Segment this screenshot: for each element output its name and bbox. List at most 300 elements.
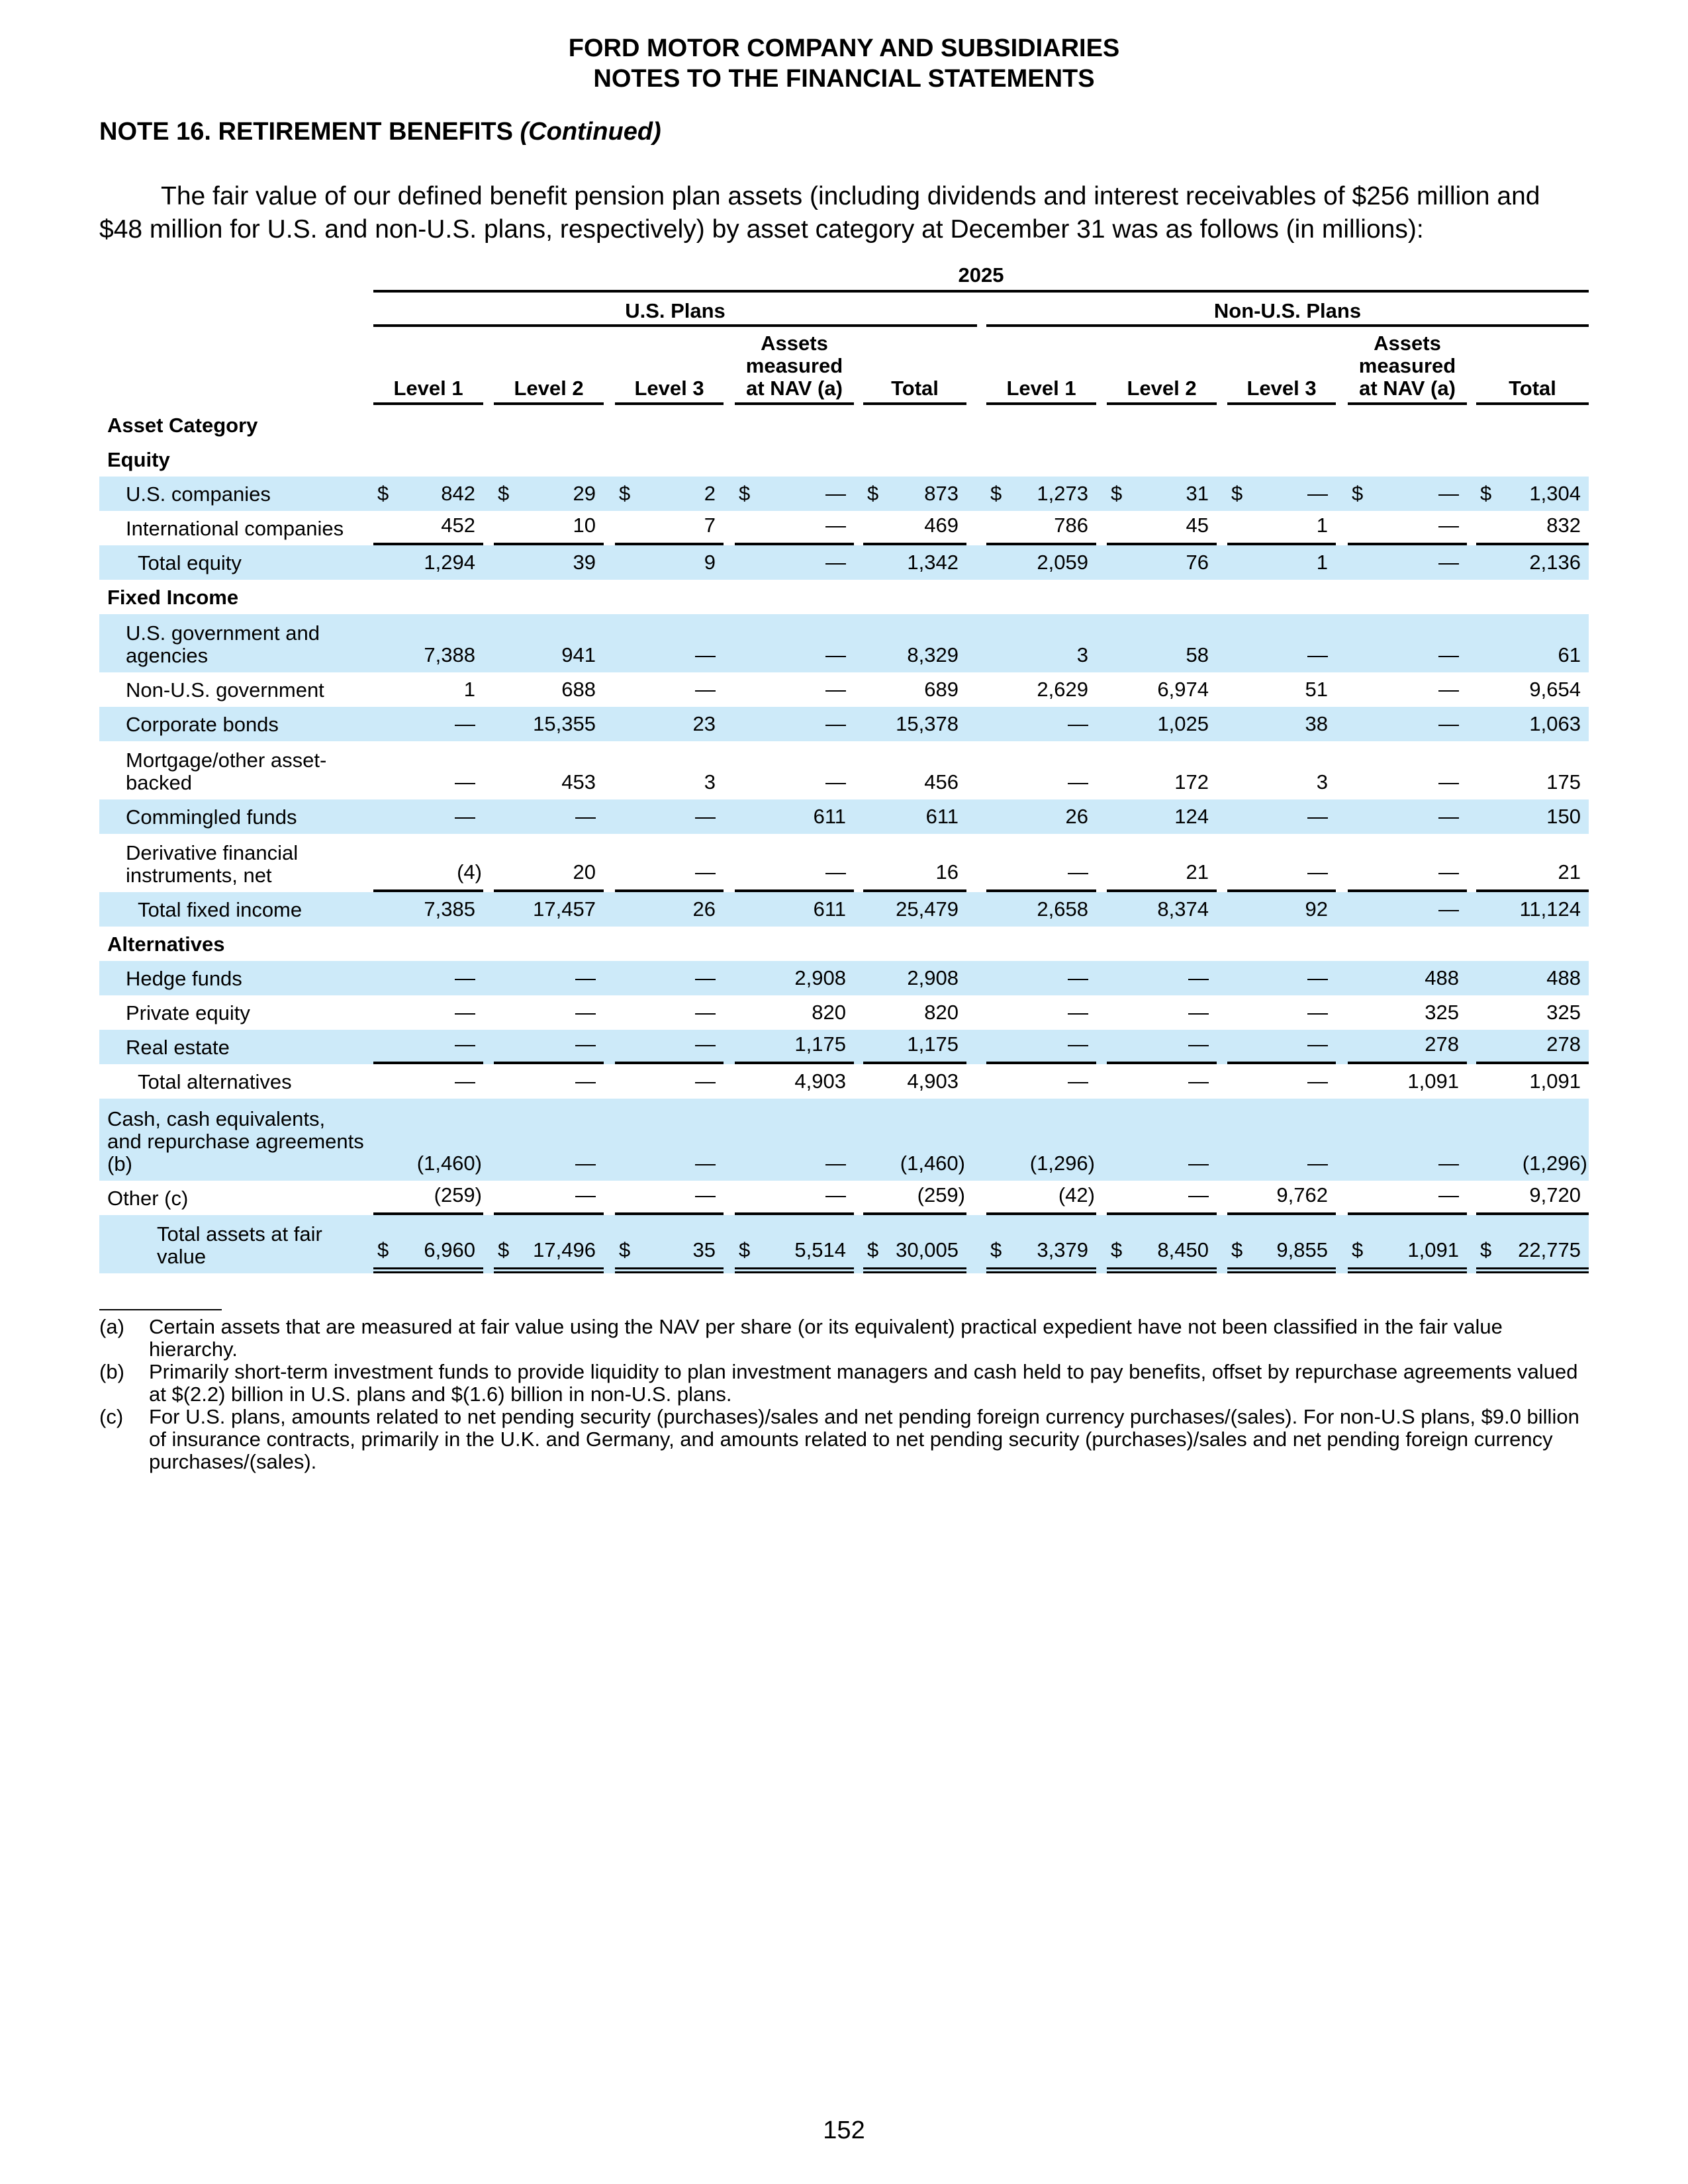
column-header: Level 2 [1107,332,1217,405]
value-cell [494,1099,604,1181]
row-label: Derivative financial instruments, net [126,841,299,887]
cell-value: 15,378 [896,712,959,735]
value-cell [735,799,854,834]
value-cell [1227,1099,1336,1181]
value-cell [615,1181,724,1215]
cell-value: 3,379 [1037,1238,1088,1261]
value-cell [1227,545,1336,580]
cell-value: — [1188,1152,1209,1175]
cell-value: — [1188,1069,1209,1093]
value-cell [1107,477,1217,511]
value-cell [1227,995,1336,1030]
value-cell [494,672,604,707]
cell-value: 1,091 [1407,1238,1459,1261]
footnote-key: (a) [99,1315,124,1338]
cell-value: — [1307,805,1328,828]
cell-value: — [695,643,716,666]
value-cell [1348,614,1467,672]
cell-value: — [1307,1032,1328,1056]
table-row [99,961,1589,995]
cell-value: 10 [573,514,596,537]
cell-value: — [1438,551,1459,574]
cell-value: — [1068,712,1088,735]
cell-value: — [455,1069,475,1093]
value-cell [863,545,966,580]
dollar-sign: $ [377,1238,389,1261]
value-cell [986,834,1096,892]
cell-value: — [825,712,846,735]
cell-value: 325 [1425,1001,1459,1024]
table-row [99,1099,1589,1181]
cell-value: 278 [1425,1032,1459,1056]
table-row [99,614,1589,672]
value-cell [1107,545,1217,580]
cell-value: 92 [1305,897,1328,921]
cell-value: 7 [704,514,716,537]
cell-value: 1,063 [1529,712,1581,735]
cell-value: 172 [1174,770,1209,794]
value-cell [494,1030,604,1064]
dollar-sign: $ [498,1238,510,1261]
cell-value: 51 [1305,678,1328,701]
row-label: International companies [126,517,344,540]
cell-value: — [575,805,596,828]
value-cell [1107,834,1217,892]
cell-value: 456 [924,770,959,794]
cell-value: (4) [457,860,482,884]
cell-value: — [1307,966,1328,989]
footnote-text: Certain assets that are measured at fair value using the NAV per share (or its equivalent) practical expedient have not been classified in the fair value hierarchy. [149,1315,1503,1361]
cell-value: 1,091 [1529,1069,1581,1093]
note-title [99,118,661,146]
cell-value: 23 [692,712,716,735]
page-number: 152 [823,2116,865,2144]
value-cell [1348,1181,1467,1215]
cell-value: 7,385 [424,897,475,921]
dollar-sign: $ [867,482,879,505]
cell-value: — [575,966,596,989]
value-cell [1348,1215,1467,1273]
value-cell [735,614,854,672]
value-cell [494,1181,604,1215]
cell-value: (42) [1058,1183,1095,1206]
cell-value: (1,460) [900,1152,965,1175]
value-cell [1476,1181,1589,1215]
cell-value: — [575,1032,596,1056]
cell-value: 9,855 [1276,1238,1328,1261]
row-label: Other (c) [107,1187,189,1210]
cell-value: 150 [1546,805,1581,828]
value-cell [1348,995,1467,1030]
value-cell [863,834,966,892]
value-cell [735,511,854,545]
cell-value: (1,296) [1522,1152,1587,1175]
cell-value: 29 [573,482,596,505]
value-cell [735,834,854,892]
non-us-plans-rule [986,324,1589,327]
row-label: Total equity [138,551,242,574]
value-cell [1476,1064,1589,1099]
cell-value: 1,091 [1407,1069,1459,1093]
cell-value: 8,374 [1157,897,1209,921]
column-header: Total [1476,332,1589,405]
cell-value: — [1438,678,1459,701]
cell-value: 9,654 [1529,678,1581,701]
value-cell [373,1181,483,1215]
value-cell [735,707,854,741]
column-header: Level 3 [1227,332,1336,405]
cell-value: (259) [434,1183,482,1206]
value-cell [494,995,604,1030]
cell-value: 35 [692,1238,716,1261]
cell-value: 2 [704,482,716,505]
cell-value: — [825,551,846,574]
cell-value: 22,775 [1518,1238,1581,1261]
value-cell [1348,1064,1467,1099]
value-cell [1107,1064,1217,1099]
cell-value: — [1068,1069,1088,1093]
value-cell [1348,741,1467,799]
value-cell [615,545,724,580]
cell-value: — [1068,1032,1088,1056]
value-cell [1348,961,1467,995]
value-cell [986,545,1096,580]
cell-value: — [575,1152,596,1175]
value-cell [1476,995,1589,1030]
cell-value: — [1438,897,1459,921]
cell-value: — [1068,770,1088,794]
cell-value: 611 [925,805,959,828]
value-cell [1348,511,1467,545]
value-cell [735,672,854,707]
value-cell [735,961,854,995]
cell-value: 6,960 [424,1238,475,1261]
cell-value: 452 [441,514,475,537]
table-row [99,1181,1589,1215]
value-cell [494,961,604,995]
cell-value: — [695,1001,716,1024]
value-cell [1107,995,1217,1030]
footnote-key: (c) [99,1405,124,1428]
cell-value: — [1188,966,1209,989]
cell-value: — [825,1183,846,1206]
cell-value: 25,479 [896,897,959,921]
value-cell [735,545,854,580]
value-cell [1348,545,1467,580]
value-cell [1476,892,1589,927]
cell-value: — [1068,966,1088,989]
cell-value: — [455,712,475,735]
cell-value: — [825,482,846,505]
row-label: Corporate bonds [126,713,279,736]
cell-value: 2,136 [1529,551,1581,574]
dollar-sign: $ [498,482,510,505]
cell-value: 842 [441,482,475,505]
cell-value: 2,658 [1037,897,1088,921]
dollar-sign: $ [739,482,751,505]
dollar-sign: $ [1480,1238,1492,1261]
cell-value: 1 [1316,551,1328,574]
value-cell [1227,961,1336,995]
cell-value: 1 [463,678,475,701]
value-cell [1227,707,1336,741]
cell-value: — [825,860,846,884]
value-cell [1476,477,1589,511]
cell-value: 3 [704,770,716,794]
row-label: Alternatives [107,933,225,956]
row-label: Commingled funds [126,805,297,829]
value-cell [1348,707,1467,741]
value-cell [615,511,724,545]
dollar-sign: $ [1231,482,1243,505]
cell-value: — [455,966,475,989]
value-cell [1476,614,1589,672]
value-cell [1476,545,1589,580]
cell-value: — [575,1183,596,1206]
cell-value: 9,762 [1276,1183,1328,1206]
cell-value: — [1188,1032,1209,1056]
value-cell [615,1030,724,1064]
cell-value: 21 [1558,860,1581,884]
cell-value: — [1438,643,1459,666]
table-row [99,799,1589,834]
cell-value: 2,059 [1037,551,1088,574]
cell-value: — [455,805,475,828]
value-cell [1476,961,1589,995]
cell-value: — [1188,1001,1209,1024]
row-label: Cash, cash equivalents, and repurchase agreements (b) [107,1107,364,1175]
value-cell [986,707,1096,741]
value-cell [863,672,966,707]
cell-value: 1,175 [794,1032,846,1056]
cell-value: — [695,966,716,989]
cell-value: 4,903 [794,1069,846,1093]
company-title: FORD MOTOR COMPANY AND SUBSIDIARIES [568,34,1120,62]
cell-value: 1 [1316,514,1328,537]
cell-value: (259) [917,1183,965,1206]
value-cell [615,1215,724,1273]
value-cell [863,799,966,834]
cell-value: 58 [1186,643,1209,666]
cell-value: 1,175 [907,1032,959,1056]
value-cell [986,1064,1096,1099]
value-cell [1227,892,1336,927]
cell-value: 278 [1546,1032,1581,1056]
value-cell [1476,799,1589,834]
cell-value: — [455,770,475,794]
value-cell [986,961,1096,995]
value-cell [863,614,966,672]
value-cell [986,1099,1096,1181]
cell-value: — [1068,860,1088,884]
table-row [99,1215,1589,1273]
cell-value: 832 [1546,514,1581,537]
cell-value: 1,304 [1529,482,1581,505]
value-cell [494,892,604,927]
cell-value: 20 [573,860,596,884]
cell-value: 17,496 [533,1238,596,1261]
value-cell [735,1215,854,1273]
column-header: Level 1 [986,332,1096,405]
cell-value: 1,025 [1157,712,1209,735]
value-cell [494,707,604,741]
dollar-sign: $ [619,482,631,505]
cell-value: — [695,1183,716,1206]
value-cell [863,961,966,995]
year-rule [373,290,1589,293]
cell-value: 1,342 [907,551,959,574]
value-cell [494,1064,604,1099]
cell-value: 15,355 [533,712,596,735]
dollar-sign: $ [1111,1238,1123,1261]
row-label: Non-U.S. government [126,678,324,702]
value-cell [373,511,483,545]
value-cell [863,892,966,927]
cell-value: 9 [704,551,716,574]
value-cell [615,707,724,741]
cell-value: — [825,770,846,794]
cell-value: 453 [561,770,596,794]
value-cell [735,1181,854,1215]
value-cell [494,834,604,892]
cell-value: 38 [1305,712,1328,735]
value-cell [615,1099,724,1181]
row-label: Total fixed income [138,898,303,921]
table-row [99,1064,1589,1099]
cell-value: 325 [1546,1001,1581,1024]
dollar-sign: $ [990,1238,1002,1261]
cell-value: 2,908 [794,966,846,989]
value-cell [615,892,724,927]
value-cell [986,799,1096,834]
value-cell [494,511,604,545]
section-heading-row [99,408,1589,442]
cell-value: — [695,1069,716,1093]
cell-value: — [825,514,846,537]
value-cell [1227,1064,1336,1099]
table-row [99,545,1589,580]
intro-paragraph: The fair value of our defined benefit pension plan assets (including dividends and interest receivables of $256 million and $48 million for U.S. and non-U.S. plans, respectively) by asset category at December 31 was as follows (in millions): [99,182,1540,244]
value-cell [373,892,483,927]
value-cell [1227,741,1336,799]
value-cell [735,892,854,927]
cell-value: 5,514 [794,1238,846,1261]
cell-value: 941 [561,643,596,666]
value-cell [1476,672,1589,707]
dollar-sign: $ [867,1238,879,1261]
cell-value: — [1307,482,1328,505]
cell-value: 8,329 [907,643,959,666]
value-cell [1107,1181,1217,1215]
cell-value: 873 [924,482,959,505]
footnote-rule [99,1309,222,1310]
cell-value: 17,457 [533,897,596,921]
cell-value: 7,388 [424,643,475,666]
value-cell [1227,672,1336,707]
value-cell [1227,799,1336,834]
value-cell [494,545,604,580]
value-cell [494,614,604,672]
value-cell [1227,477,1336,511]
cell-value: — [825,643,846,666]
cell-value: — [695,678,716,701]
cell-value: 45 [1186,514,1209,537]
value-cell [615,961,724,995]
value-cell [863,1064,966,1099]
row-label: Equity [107,448,170,471]
cell-value: 820 [812,1001,846,1024]
footnote-text: Primarily short-term investment funds to provide liquidity to plan investment managers and cash held to pay benefits, offset by repurchase agreements valued at $(2.2) billion in U.S. plans and $(1.6) billion in non-U.S. plans. [149,1360,1578,1406]
row-label: U.S. companies [126,482,271,506]
value-cell [615,477,724,511]
value-cell [1107,511,1217,545]
value-cell [1227,1215,1336,1273]
value-cell [1348,1099,1467,1181]
value-cell [863,1030,966,1064]
cell-value: — [1438,514,1459,537]
value-cell [373,1030,483,1064]
value-cell [735,477,854,511]
cell-value: 2,908 [907,966,959,989]
value-cell [615,614,724,672]
cell-value: 786 [1054,514,1088,537]
value-cell [863,995,966,1030]
section-heading-row [99,442,1589,477]
dollar-sign: $ [377,482,389,505]
note-continued: (Continued) [520,118,661,146]
value-cell [986,672,1096,707]
row-label: Hedge funds [126,967,242,990]
cell-value: 31 [1186,482,1209,505]
table-year: 2025 [958,263,1004,287]
value-cell [735,995,854,1030]
value-cell [1107,961,1217,995]
non-us-plans-heading: Non-U.S. Plans [1213,299,1362,322]
value-cell [373,799,483,834]
row-label: Total alternatives [138,1070,292,1093]
us-plans-heading: U.S. Plans [625,299,726,322]
value-cell [1476,1215,1589,1273]
cell-value: — [1438,1183,1459,1206]
column-header: Level 1 [373,332,483,405]
value-cell [1107,1099,1217,1181]
cell-value: 820 [924,1001,959,1024]
table-row [99,672,1589,707]
row-label: Mortgage/other asset-backed [126,749,327,794]
value-cell [615,672,724,707]
value-cell [373,1099,483,1181]
cell-value: 4,903 [907,1069,959,1093]
value-cell [1476,1030,1589,1064]
table-row [99,707,1589,741]
value-cell [986,511,1096,545]
table-row [99,1030,1589,1064]
cell-value: 3 [1076,643,1088,666]
value-cell [615,995,724,1030]
cell-value: — [1307,1069,1328,1093]
cell-value: — [1438,860,1459,884]
value-cell [735,741,854,799]
value-cell [735,1064,854,1099]
cell-value: — [575,1001,596,1024]
us-plans-rule [373,324,977,327]
cell-value: 26 [1065,805,1088,828]
column-header: Assets measured at NAV (a) [1348,332,1467,405]
value-cell [1476,834,1589,892]
cell-value: 21 [1186,860,1209,884]
cell-value: — [1307,1001,1328,1024]
cell-value: — [1307,643,1328,666]
